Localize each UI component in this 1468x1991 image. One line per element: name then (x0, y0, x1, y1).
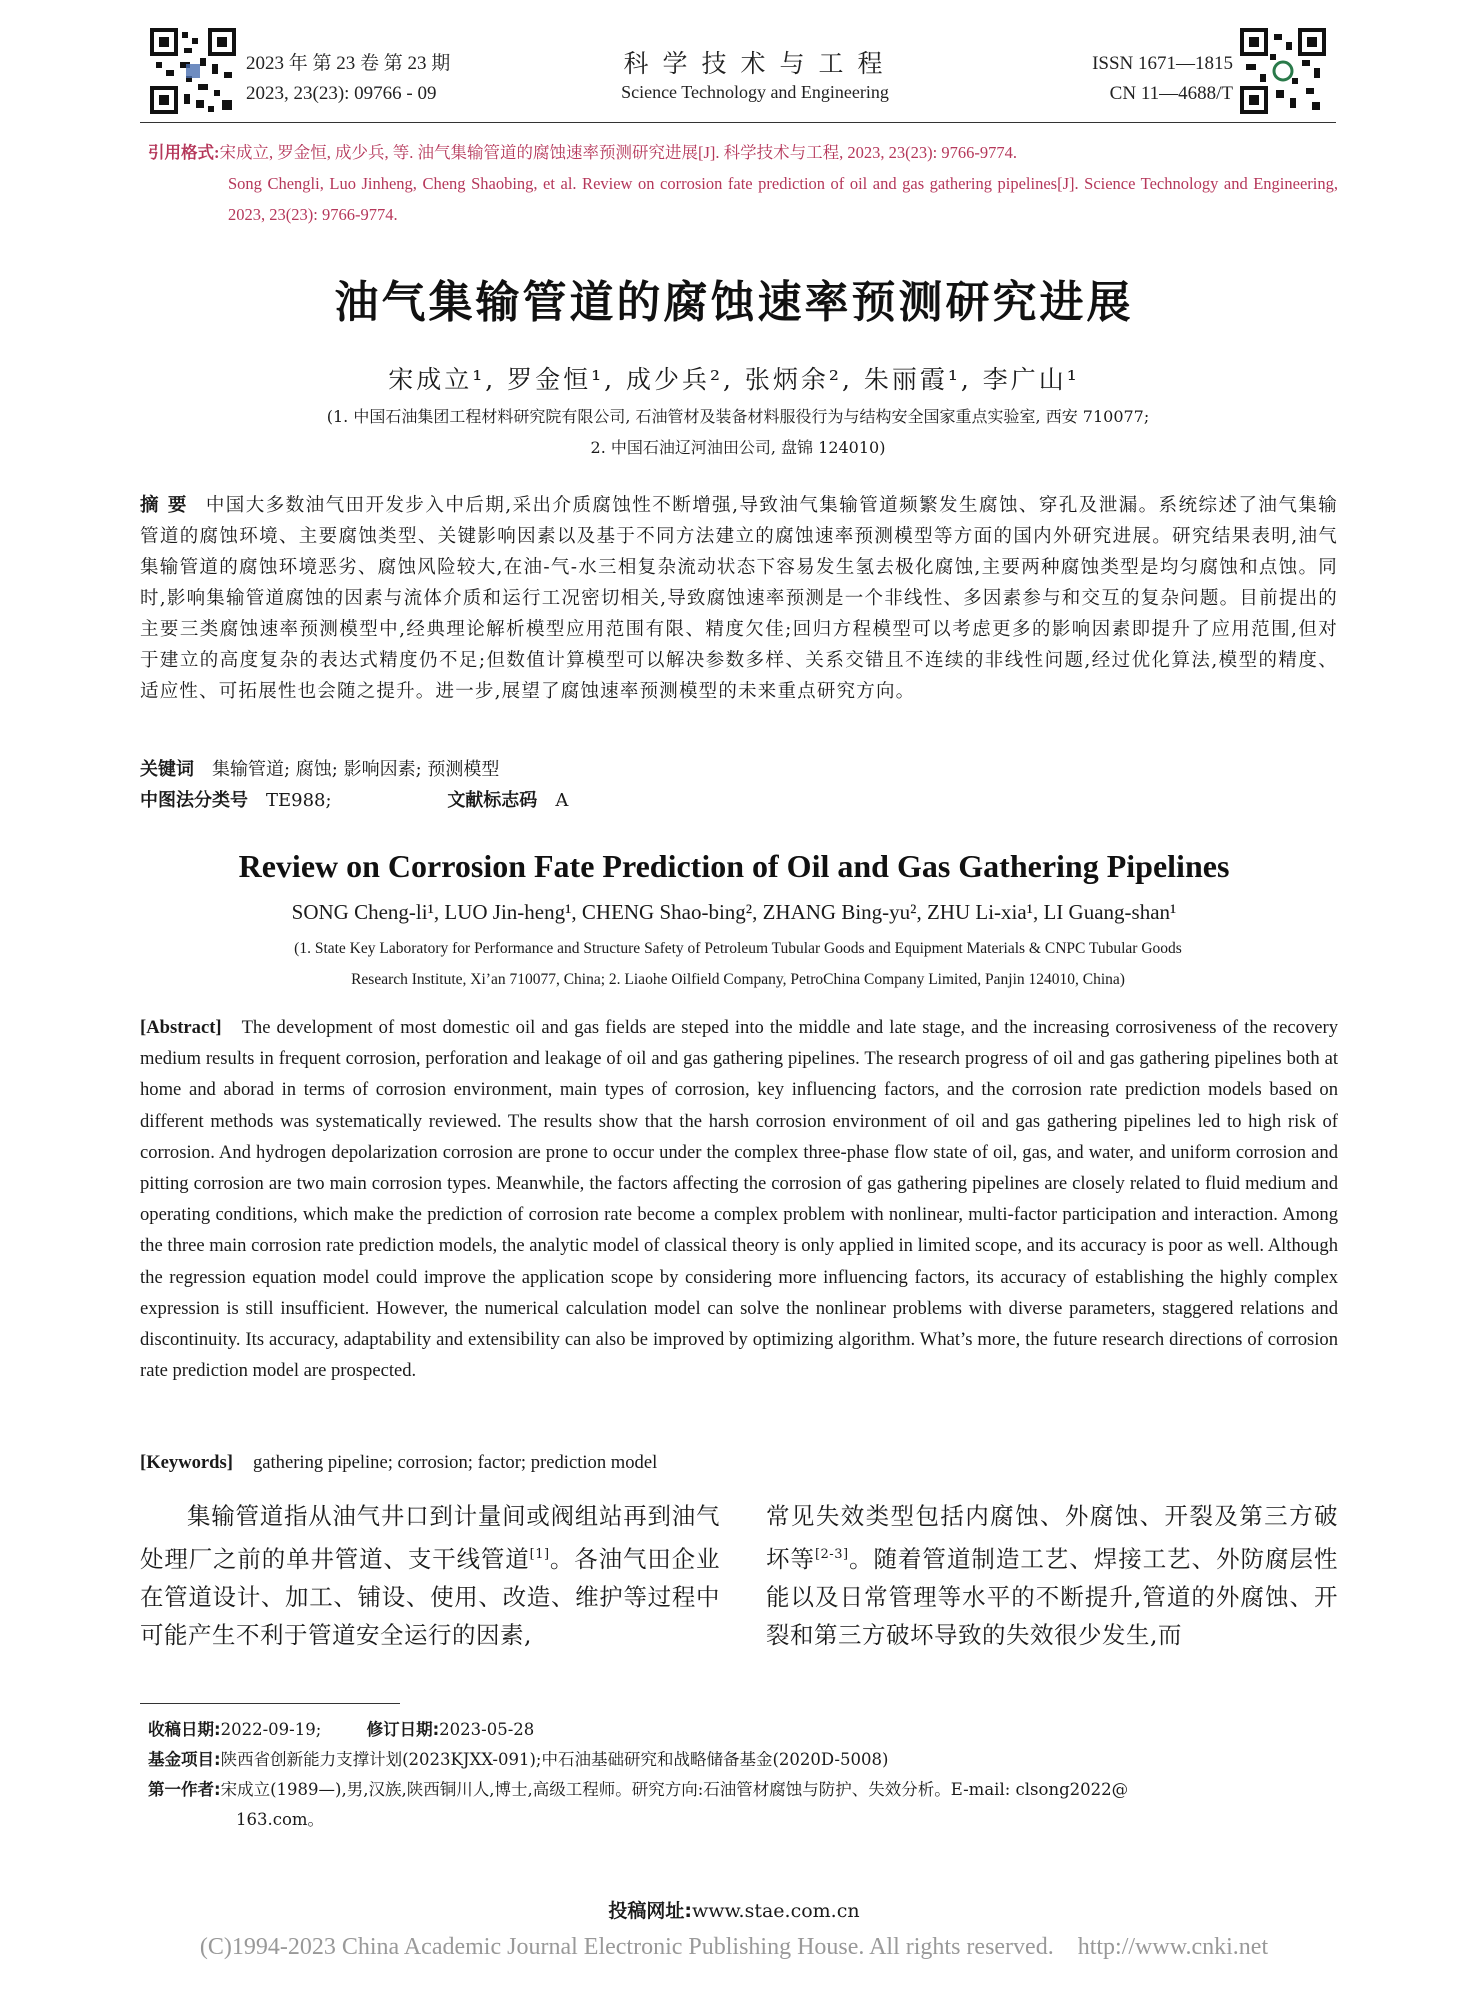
issn: ISSN 1671—1815 (1092, 53, 1233, 74)
fund-label: 基金项目: (148, 1750, 221, 1769)
keywords-en-label: [Keywords] (140, 1452, 233, 1473)
keywords-en (140, 1447, 1338, 1478)
issue-cn: 2023 年 第 23 卷 第 23 期 (246, 53, 451, 74)
affiliation-en-1: (1. State Key Laboratory for Performance and Structure Safety of Petroleum Tubular Goods and Equipment Materials & CNPC Tubular Goods (294, 940, 1182, 957)
title-en: Review on Corrosion Fate Prediction of Oil and Gas Gathering Pipelines (238, 848, 1230, 884)
footnote-author (148, 1775, 1338, 1805)
reference-2-3[interactable]: [2-3] (814, 1546, 849, 1562)
footnote-rule (140, 1703, 400, 1704)
authors-en: SONG Cheng-li¹, LUO Jin-heng¹, CHENG Shao-bing², ZHANG Bing-yu², ZHU Li-xia¹, LI Guang-shan¹ (291, 900, 1177, 924)
keywords-cn-text: 集输管道; 腐蚀; 影响因素; 预测模型 (212, 759, 500, 780)
doc-code-label: 文献标志码 (447, 790, 538, 811)
affiliation-en-2: Research Institute, Xi’an 710077, China; 2. Liaohe Oilfield Company, PetroChina Company Limited, Panjin 124010, China) (351, 971, 1125, 988)
qr-code-left (150, 28, 236, 114)
title-cn: 油气集输管道的腐蚀速率预测研究进展 (334, 277, 1134, 328)
first-author-label: 第一作者: (148, 1780, 221, 1799)
citation-en: Song Chengli, Luo Jinheng, Cheng Shaobing, et al. Review on corrosion fate prediction of oil and gas gathering pipelines[J]. Science Technology and Engineering, 2023, 23(23): 9766-9774. (228, 174, 1338, 224)
footnote-dates (148, 1715, 1338, 1745)
citation-cn: 宋成立, 罗金恒, 成少兵, 等. 油气集输管道的腐蚀速率预测研究进展[J]. 科学技术与工程, 2023, 23(23): 9766-9774. (219, 143, 1017, 162)
submission-site (0, 1896, 1468, 1923)
issue-code: 2023, 23(23): 09766 - 09 (246, 83, 437, 104)
body-column-left (140, 1497, 720, 1655)
body-left-text-1: 集输管道指从油气井口到计量间或阀组站再到油气处理厂之前的单井管道、支干线管道 (140, 1502, 720, 1573)
revised-label: 修订日期: (366, 1720, 440, 1739)
site-label: 投稿网址: (608, 1900, 692, 1922)
footnote-author-cont: 163.com。 (236, 1810, 325, 1829)
journal-name-cn: 科学技术与工程 (623, 49, 897, 78)
citation (148, 137, 1338, 168)
affiliation-cn-2: 2. 中国石油辽河油田公司, 盘锦 124010) (590, 438, 886, 457)
body-left-text-2: 。各油气田企业在管道设计、加工、铺设、使用、改造、维护等过程中可能产生不利于管道安全运行的因素, (140, 1544, 721, 1650)
footnote-fund (148, 1745, 1338, 1775)
citation-label: 引用格式: (148, 143, 220, 162)
clc-value: TE988; (266, 790, 332, 811)
received-label: 收稿日期: (148, 1720, 221, 1739)
keywords-cn (140, 755, 1338, 785)
abstract-cn-text: 中国大多数油气田开发步入中后期,采出介质腐蚀性不断增强,导致油气集输管道频繁发生腐蚀、穿孔及泄漏。系统综述了油气集输管道的腐蚀环境、主要腐蚀类型、关键影响因素以及基于不同方法建立的腐蚀速率预测模型等方面的国内外研究进展。研究结果表明,油气集输管道的腐蚀环境恶劣、腐蚀风险较大,在油-气-水三相复杂流动状态下容易发生氢去极化腐蚀,主要两种腐蚀类型是均匀腐蚀和点蚀。同时,影响集输管道腐蚀的因素与流体介质和运行工况密切相关,导致腐蚀速率预测是一个非线性、多因素参与和交互的复杂问题。目前提出的主要三类腐蚀速率预测模型中,经典理论解析模型应用范围有限、精度欠佳;回归方程模型可以考虑更多的影响因素即提升了应用范围,但对于建立的高度复杂的表达式精度仍不足;但数值计算模型可以解决参数多样、关系交错且不连续的非线性问题,经过优化算法,模型的精度、适应性、可拓展性也会随之提升。进一步,展望了腐蚀速率预测模型的未来重点研究方向。 (140, 495, 1338, 702)
body-right-text-1: 常见失效类型包括内腐蚀、外腐蚀、开裂及第三方破坏等 (766, 1502, 1338, 1573)
abstract-cn (140, 490, 1338, 707)
fund-text: 陕西省创新能力支撑计划(2023KJXX-091);中石油基础研究和战略储备基金(2020D-5008) (220, 1750, 889, 1769)
keywords-cn-label: 关键词 (140, 759, 194, 780)
header-rule (140, 122, 1336, 123)
doc-code-value: A (555, 790, 569, 811)
first-author-text: 宋成立(1989—),男,汉族,陕西铜川人,博士,高级工程师。研究方向:石油管材腐蚀与防护、失效分析。E-mail: clsong2022@ (220, 1780, 1129, 1799)
affiliation-cn-1: (1. 中国石油集团工程材料研究院有限公司, 石油管材及装备材料服役行为与结构安全国家重点实验室, 西安 710077; (326, 407, 1150, 426)
clc-label: 中图法分类号 (140, 790, 248, 811)
journal-name-en: Science Technology and Engineering (621, 82, 889, 102)
body-right-text-2: 。随着管道制造工艺、焊接工艺、外防腐层性能以及日常管理等水平的不断提升,管道的外腐蚀、开裂和第三方破坏导致的失效很少发生,而 (766, 1544, 1339, 1650)
qr-code-right (1240, 28, 1326, 114)
reference-1[interactable]: [1] (529, 1546, 550, 1562)
abstract-en-label: [Abstract] (140, 1017, 222, 1038)
abstract-en (140, 1012, 1338, 1386)
cn-number: CN 11—4688/T (1109, 83, 1233, 104)
received-date: 2022-09-19; (220, 1720, 322, 1739)
copyright-watermark: (C)1994-2023 China Academic Journal Electronic Publishing House. All rights reserved. http://www.cnki.net (199, 1934, 1269, 1960)
site-url[interactable]: www.stae.com.cn (692, 1900, 860, 1922)
revised-date: 2023-05-28 (439, 1720, 535, 1739)
authors-cn: 宋成立¹, 罗金恒¹, 成少兵², 张炳余², 朱丽霞¹, 李广山¹ (388, 365, 1080, 394)
body-column-right (766, 1497, 1338, 1655)
keywords-en-text: gathering pipeline; corrosion; factor; prediction model (252, 1452, 658, 1473)
abstract-en-text: The development of most domestic oil and gas fields are steped into the middle and late stage, and the increasing corrosiveness of the recovery medium results in frequent corrosion, perforation and leakage of oil and gas gathering pipelines. The research progress of oil and gas gathering pipelines both at home and aborad in terms of corrosion environment, main types of corrosion, key influencing factors, and the corrosion rate prediction models based on different methods was systematically reviewed. The results show that the harsh corrosion environment of oil and gas gathering pipelines led to high risk of corrosion. And hydrogen depolarization corrosion are prone to occur under the complex three-phase flow state of oil, gas, and water, and uniform corrosion and pitting corrosion are two main corrosion types. Meanwhile, the factors affecting the corrosion of gas gathering pipelines are closely related to fluid medium and operating conditions, which make the prediction of corrosion rate become a complex problem with nonlinear, multi-factor participation and interaction. Among the three main corrosion rate prediction models, the analytic model of classical theory is only applied in limited scope, and its accuracy is poor as well. Although the regression equation model could improve the application scope by considering more influencing factors, its accuracy of establishing the highly complex expression is still insufficient. However, the numerical calculation model can solve the nonlinear problems with diverse parameters, staggered relations and discontinuity. Its accuracy, adaptability and extensibility can also be improved by optimizing algorithm. What’s more, the future research directions of corrosion rate prediction model are prospected. (140, 1017, 1338, 1382)
abstract-cn-label: 摘 要 (140, 495, 188, 516)
classification (140, 786, 1338, 816)
